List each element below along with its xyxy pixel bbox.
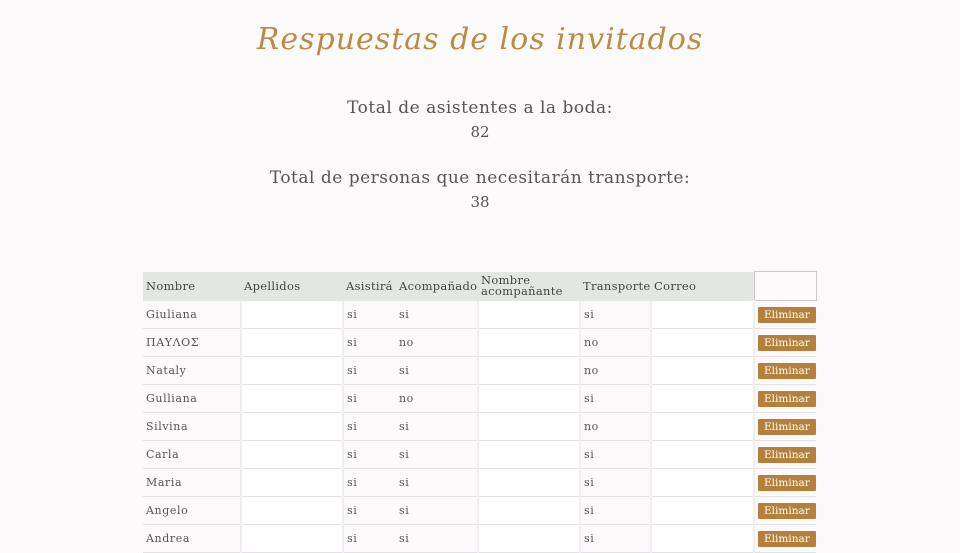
cell-transporte: si — [580, 497, 651, 525]
cell-apellidos — [241, 441, 343, 469]
cell-nombre: Gulliana — [143, 385, 241, 413]
cell-nombre: Angelo — [143, 497, 241, 525]
cell-acompanante — [478, 413, 580, 441]
cell-acompanado: no — [396, 385, 478, 413]
cell-acompanado: si — [396, 497, 478, 525]
header-apellidos: Apellidos — [241, 272, 343, 301]
cell-acompanante — [478, 525, 580, 553]
cell-nombre: Nataly — [143, 357, 241, 385]
cell-nombre: Silvina — [143, 413, 241, 441]
delete-button[interactable]: Eliminar — [758, 335, 816, 351]
table-row — [143, 329, 816, 357]
table-row — [143, 413, 816, 441]
cell-correo — [651, 329, 754, 357]
page-title: Respuestas de los invitados — [256, 22, 704, 57]
cell-asistira: si — [343, 469, 396, 497]
cell-correo — [651, 525, 754, 553]
table-header-row — [143, 272, 816, 301]
cell-actions — [754, 413, 816, 441]
cell-apellidos — [241, 413, 343, 441]
cell-correo — [651, 413, 754, 441]
cell-asistira: si — [343, 329, 396, 357]
header-actions — [754, 272, 816, 301]
cell-actions — [754, 441, 816, 469]
cell-acompanado: si — [396, 525, 478, 553]
cell-asistira: si — [343, 441, 396, 469]
header-transporte: Transporte — [580, 272, 651, 301]
cell-apellidos — [241, 301, 343, 329]
attendees-summary — [0, 98, 960, 141]
cell-correo — [651, 469, 754, 497]
cell-asistira: si — [343, 385, 396, 413]
delete-button[interactable]: Eliminar — [758, 363, 816, 379]
cell-actions — [754, 301, 816, 329]
cell-acompanante — [478, 469, 580, 497]
attendees-label: Total de asistentes a la boda: — [347, 98, 613, 118]
cell-acompanado: no — [396, 329, 478, 357]
cell-nombre: Andrea — [143, 525, 241, 553]
cell-asistira: si — [343, 525, 396, 553]
cell-apellidos — [241, 469, 343, 497]
cell-transporte: no — [580, 413, 651, 441]
cell-apellidos — [241, 385, 343, 413]
cell-acompanado: si — [396, 357, 478, 385]
cell-acompanado: si — [396, 469, 478, 497]
cell-actions — [754, 385, 816, 413]
cell-correo — [651, 301, 754, 329]
cell-asistira: si — [343, 497, 396, 525]
cell-asistira: si — [343, 357, 396, 385]
transport-label: Total de personas que necesitarán transporte: — [269, 168, 691, 188]
cell-nombre: Giuliana — [143, 301, 241, 329]
cell-actions — [754, 329, 816, 357]
table-row — [143, 469, 816, 497]
cell-asistira: si — [343, 301, 396, 329]
cell-transporte: si — [580, 525, 651, 553]
table-row — [143, 497, 816, 525]
cell-actions — [754, 525, 816, 553]
transport-summary — [0, 168, 960, 211]
cell-apellidos — [241, 525, 343, 553]
delete-button[interactable]: Eliminar — [758, 475, 816, 491]
cell-acompanado: si — [396, 413, 478, 441]
delete-button[interactable]: Eliminar — [758, 391, 816, 407]
cell-transporte: si — [580, 441, 651, 469]
cell-apellidos — [241, 329, 343, 357]
cell-actions — [754, 497, 816, 525]
cell-transporte: si — [580, 385, 651, 413]
cell-transporte: si — [580, 469, 651, 497]
header-acompanado: Acompañado — [396, 272, 478, 301]
cell-acompanante — [478, 441, 580, 469]
table-row — [143, 525, 816, 553]
cell-nombre: Maria — [143, 469, 241, 497]
header-asistira: Asistirá — [343, 272, 396, 301]
cell-actions — [754, 357, 816, 385]
guest-responses-table — [143, 271, 817, 553]
table-row — [143, 385, 816, 413]
cell-correo — [651, 385, 754, 413]
cell-transporte: no — [580, 357, 651, 385]
cell-acompanante — [478, 301, 580, 329]
cell-apellidos — [241, 357, 343, 385]
delete-button[interactable]: Eliminar — [758, 531, 816, 547]
delete-button[interactable]: Eliminar — [758, 447, 816, 463]
cell-correo — [651, 357, 754, 385]
cell-transporte: no — [580, 329, 651, 357]
cell-nombre: Carla — [143, 441, 241, 469]
attendees-value: 82 — [470, 123, 490, 141]
cell-apellidos — [241, 497, 343, 525]
table-row — [143, 301, 816, 329]
header-correo: Correo — [651, 272, 754, 301]
table-row — [143, 357, 816, 385]
cell-nombre: ΠΑΥΛΟΣ — [143, 329, 241, 357]
cell-correo — [651, 441, 754, 469]
delete-button[interactable]: Eliminar — [758, 419, 816, 435]
cell-acompanante — [478, 385, 580, 413]
cell-acompanado: si — [396, 441, 478, 469]
cell-asistira: si — [343, 413, 396, 441]
cell-transporte: si — [580, 301, 651, 329]
cell-correo — [651, 497, 754, 525]
cell-acompanante — [478, 329, 580, 357]
header-nombre: Nombre — [143, 272, 241, 301]
cell-acompanante — [478, 497, 580, 525]
delete-button[interactable]: Eliminar — [758, 307, 816, 323]
cell-acompanante — [478, 357, 580, 385]
transport-value: 38 — [470, 193, 490, 211]
cell-actions — [754, 469, 816, 497]
delete-button[interactable]: Eliminar — [758, 503, 816, 519]
header-nombre-acompanante: Nombre acompañante — [478, 272, 580, 301]
cell-acompanado: si — [396, 301, 478, 329]
table-row — [143, 441, 816, 469]
